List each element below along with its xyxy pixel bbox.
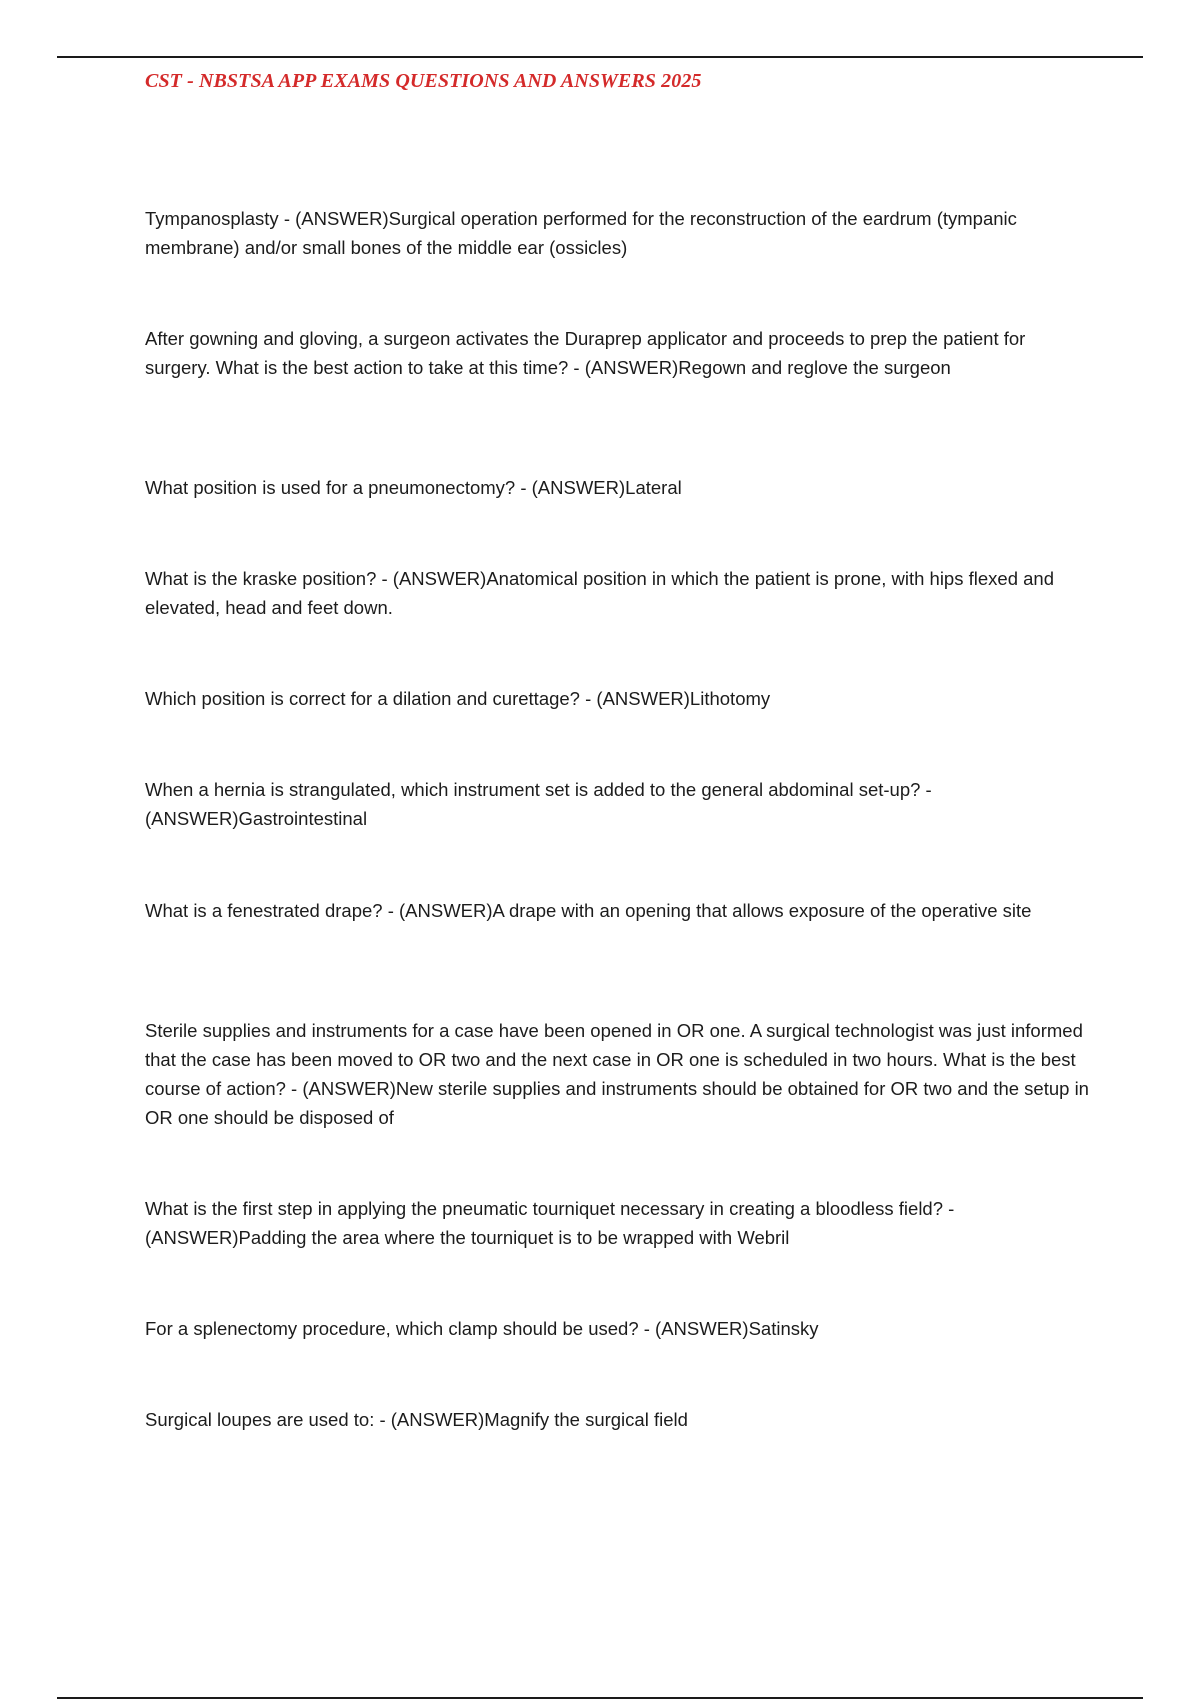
qa-item: Which position is correct for a dilation and curettage? - (ANSWER)Lithotomy xyxy=(145,688,771,709)
header-rule xyxy=(57,56,1143,58)
footer-rule xyxy=(57,1697,1143,1699)
qa-item: What is a fenestrated drape? - (ANSWER)A drape with an opening that allows exposure of the operative site xyxy=(145,900,1032,921)
qa-item: Sterile supplies and instruments for a case have been opened in OR one. A surgical technologist was just informed that the case has been moved to OR two and the next case in OR one is scheduled in two hours. What is the best course of action? - (ANSWER)New sterile supplies and instruments should be obtained for OR two and the setup in OR one should be disposed of xyxy=(145,1020,1089,1128)
qa-item: After gowning and gloving, a surgeon activates the Duraprep applicator and proceeds to prep the patient for surgery. What is the best action to take at this time? - (ANSWER)Regown and reglove the surgeon xyxy=(145,328,1026,378)
document-title: CST - NBSTSA APP EXAMS QUESTIONS AND ANSWERS 2025 xyxy=(145,70,702,92)
qa-item: For a splenectomy procedure, which clamp should be used? - (ANSWER)Satinsky xyxy=(145,1318,819,1339)
qa-item: What position is used for a pneumonectomy? - (ANSWER)Lateral xyxy=(145,477,682,498)
qa-item: Surgical loupes are used to: - (ANSWER)Magnify the surgical field xyxy=(145,1409,688,1430)
qa-item: What is the kraske position? - (ANSWER)Anatomical position in which the patient is prone, with hips flexed and elevated, head and feet down. xyxy=(145,568,1054,618)
qa-item: Tympanosplasty - (ANSWER)Surgical operation performed for the reconstruction of the eardrum (tympanic membrane) and/or small bones of the middle ear (ossicles) xyxy=(145,208,1017,258)
qa-item: When a hernia is strangulated, which instrument set is added to the general abdominal set-up? - (ANSWER)Gastrointestinal xyxy=(145,779,932,829)
qa-item: What is the first step in applying the pneumatic tourniquet necessary in creating a bloodless field? - (ANSWER)Padding the area where the tourniquet is to be wrapped with Webril xyxy=(145,1198,955,1248)
